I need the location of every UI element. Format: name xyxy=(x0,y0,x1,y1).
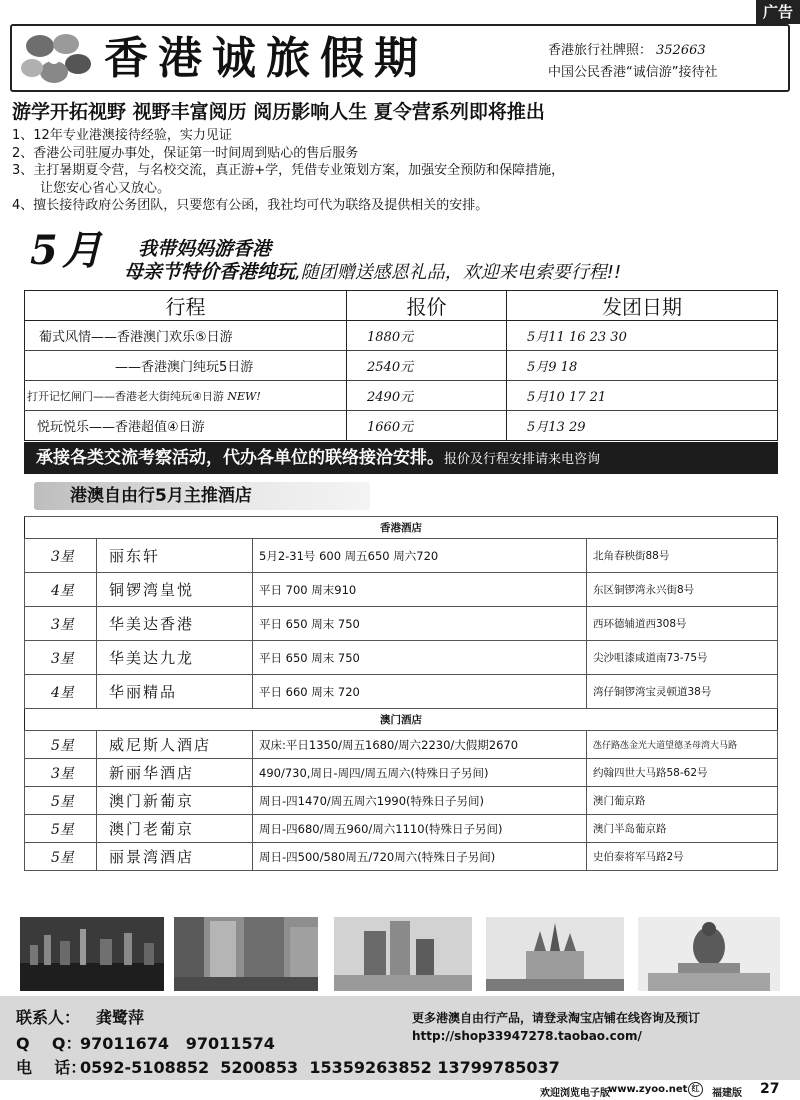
license-number: 352663 xyxy=(656,43,706,58)
red-circle-icon: 红 xyxy=(688,1082,703,1097)
promo-month: 5月 xyxy=(30,227,106,274)
tour-header-row xyxy=(25,291,778,321)
contact-panel xyxy=(0,996,800,1080)
tour-route: 葡式风情——香港澳门欢乐⑤日游 xyxy=(25,321,347,351)
tour-header-price: 报价 xyxy=(347,291,507,321)
qq-label: Q Q： xyxy=(16,1034,82,1053)
promo-line2-bold: 母亲节特价香港纯玩 xyxy=(124,261,296,283)
hotel-star: 4星 xyxy=(25,573,97,607)
tour-price: 1660元 xyxy=(347,411,507,441)
hotel-star: 5星 xyxy=(25,843,97,871)
footer-edition: 福建版 xyxy=(712,1088,742,1099)
flower-logo-icon xyxy=(18,30,96,86)
hotel-price: 5月2-31号 600 周五650 周六720 xyxy=(253,539,587,573)
hotel-name: 铜锣湾皇悦 xyxy=(97,573,253,607)
tour-header-route: 行程 xyxy=(25,291,347,321)
exchange-small: 报价及行程安排请来电咨询 xyxy=(444,452,601,467)
tour-row xyxy=(25,351,778,381)
footer xyxy=(0,1082,800,1100)
feature-list xyxy=(12,127,772,215)
hotel-address: 尖沙咀漆咸道南73-75号 xyxy=(587,641,778,675)
hotel-row xyxy=(25,675,778,709)
hotel-star: 5星 xyxy=(25,731,97,759)
feature-item: 2、香港公司驻厦办事处，保证第一时间周到贴心的售后服务 xyxy=(12,145,359,161)
hotel-star: 3星 xyxy=(25,641,97,675)
hotel-row xyxy=(25,815,778,843)
tour-row xyxy=(25,381,778,411)
hotel-name: 华美达九龙 xyxy=(97,641,253,675)
hotel-name: 丽景湾酒店 xyxy=(97,843,253,871)
hotel-price: 平日 650 周末 750 xyxy=(253,607,587,641)
contact-person-label: 联系人： xyxy=(16,1008,81,1027)
hotel-name: 新丽华酒店 xyxy=(97,759,253,787)
street-photo xyxy=(174,917,318,991)
hotel-address: 北角春秧街88号 xyxy=(587,539,778,573)
hotel-star: 3星 xyxy=(25,607,97,641)
hotel-star: 3星 xyxy=(25,759,97,787)
hotel-star: 5星 xyxy=(25,815,97,843)
headline: 游学开拓视野 视野丰富阅历 阅历影响人生 夏令营系列即将推出 xyxy=(12,101,545,123)
tour-row xyxy=(25,411,778,441)
mo-section-row xyxy=(25,709,778,731)
tour-dates: 5月13 29 xyxy=(507,411,778,441)
hotel-name: 华美达香港 xyxy=(97,607,253,641)
exchange-main: 承接各类交流考察活动，代办各单位的联络接洽安排。 xyxy=(36,448,444,468)
hotel-price: 双床:平日1350/周五1680/周六2230/大假期2670 xyxy=(253,731,587,759)
hotel-star: 4星 xyxy=(25,675,97,709)
tour-route-cell xyxy=(25,381,347,411)
footer-invite: 欢迎浏览电子版 xyxy=(540,1088,610,1099)
castle-photo xyxy=(486,917,624,991)
more-info-text: 更多港澳自由行产品，请登录淘宝店铺在线咨询及预订 xyxy=(412,1011,701,1025)
hotel-row xyxy=(25,787,778,815)
tour-table xyxy=(24,290,778,441)
tour-row xyxy=(25,321,778,351)
photo-strip xyxy=(20,917,780,991)
hotel-price: 平日 660 周末 720 xyxy=(253,675,587,709)
hotel-address: 澳门半岛葡京路 xyxy=(587,815,778,843)
hotel-price: 490/730,周日-周四/周五周六(特殊日子另间) xyxy=(253,759,587,787)
contact-person: 龚鹭萍 xyxy=(96,1008,145,1027)
hotel-address: 史伯泰将军马路2号 xyxy=(587,843,778,871)
hotel-name: 丽东轩 xyxy=(97,539,253,573)
footer-site[interactable]: www.zyoo.net xyxy=(608,1084,688,1095)
hotel-row xyxy=(25,573,778,607)
shop-link[interactable]: http://shop33947278.taobao.com/ xyxy=(412,1029,642,1043)
promo-line2-rest: ,随团赠送感恩礼品，欢迎来电索要行程!! xyxy=(295,262,622,283)
phone-numbers: 0592-5108852 5200853 15359263852 13799785037 xyxy=(80,1058,560,1077)
hotel-row xyxy=(25,759,778,787)
hotel-star: 3星 xyxy=(25,539,97,573)
promo-line1: 我带妈妈游香港 xyxy=(138,238,272,260)
hotel-banner: 港澳自由行5月主推酒店 xyxy=(34,482,370,510)
hotel-name: 澳门老葡京 xyxy=(97,815,253,843)
license-label: 香港旅行社牌照： xyxy=(548,43,653,58)
hotel-address: 东区铜锣湾永兴街8号 xyxy=(587,573,778,607)
hotel-price: 周日-四680/周五960/周六1110(特殊日子另间) xyxy=(253,815,587,843)
hotel-row xyxy=(25,607,778,641)
hotel-name: 澳门新葡京 xyxy=(97,787,253,815)
tour-header-dates: 发团日期 xyxy=(507,291,778,321)
feature-item: 4、擅长接待政府公务团队，只要您有公函，我社均可代为联络及提供相关的安排。 xyxy=(12,198,489,213)
hotel-table xyxy=(24,516,778,871)
hotel-address: 西环德辅道西308号 xyxy=(587,607,778,641)
partner-line: 中国公民香港“诚信游”接待社 xyxy=(548,65,718,80)
feature-item: 让您安心省心又放心。 xyxy=(40,180,171,196)
tour-price: 1880元 xyxy=(347,321,507,351)
hotel-name: 威尼斯人酒店 xyxy=(97,731,253,759)
new-badge: NEW! xyxy=(227,389,261,403)
hotel-address: 湾仔铜锣湾宝灵顿道38号 xyxy=(587,675,778,709)
hotel-price: 周日-四500/580周五/720周六(特殊日子另间) xyxy=(253,843,587,871)
tour-price: 2490元 xyxy=(347,381,507,411)
promo-line2 xyxy=(124,260,621,285)
hotel-name: 华丽精品 xyxy=(97,675,253,709)
towers-photo xyxy=(334,917,472,991)
hotel-price: 周日-四1470/周五周六1990(特殊日子另间) xyxy=(253,787,587,815)
mo-section-title: 澳门酒店 xyxy=(25,709,778,731)
page-number: 27 xyxy=(760,1081,780,1097)
buddha-photo xyxy=(638,917,780,991)
hotel-row xyxy=(25,731,778,759)
brand-title: 香港诚旅假期 xyxy=(104,33,428,84)
tour-route: 悦玩悦乐——香港超值④日游 xyxy=(25,411,347,441)
phone-label: 电 话： xyxy=(16,1058,87,1077)
night-skyline-photo xyxy=(20,917,164,991)
tour-price: 2540元 xyxy=(347,351,507,381)
header-box xyxy=(10,24,790,92)
feature-item: 3、主打暑期夏令营，与名校交流，真正游+学，凭借专业策划方案，加强安全预防和保障措施， xyxy=(12,163,565,178)
hotel-price: 平日 700 周末910 xyxy=(253,573,587,607)
hotel-row xyxy=(25,641,778,675)
tour-dates: 5月9 18 xyxy=(507,351,778,381)
hotel-price: 平日 650 周末 750 xyxy=(253,641,587,675)
hk-section-row xyxy=(25,517,778,539)
hotel-row xyxy=(25,843,778,871)
hotel-address: 澳门葡京路 xyxy=(587,787,778,815)
qq-numbers: 97011674 97011574 xyxy=(80,1034,275,1053)
tour-route: 打开记忆闸门——香港老大街纯玩④日游 xyxy=(27,389,224,403)
hotel-address: 约翰四世大马路58-62号 xyxy=(587,759,778,787)
tour-dates: 5月10 17 21 xyxy=(507,381,778,411)
tour-route: ——香港澳门纯玩5日游 xyxy=(25,351,347,381)
exchange-bar xyxy=(24,442,778,474)
ad-tag: 广告 xyxy=(756,0,800,24)
hotel-row xyxy=(25,539,778,573)
hotel-star: 5星 xyxy=(25,787,97,815)
license-line xyxy=(548,42,706,60)
tour-dates: 5月11 16 23 30 xyxy=(507,321,778,351)
hk-section-title: 香港酒店 xyxy=(25,517,778,539)
hotel-address: 氹仔路氹金光大道望德圣母湾大马路 xyxy=(587,731,778,759)
feature-item: 1、12年专业港澳接待经验，实力见证 xyxy=(12,128,232,143)
